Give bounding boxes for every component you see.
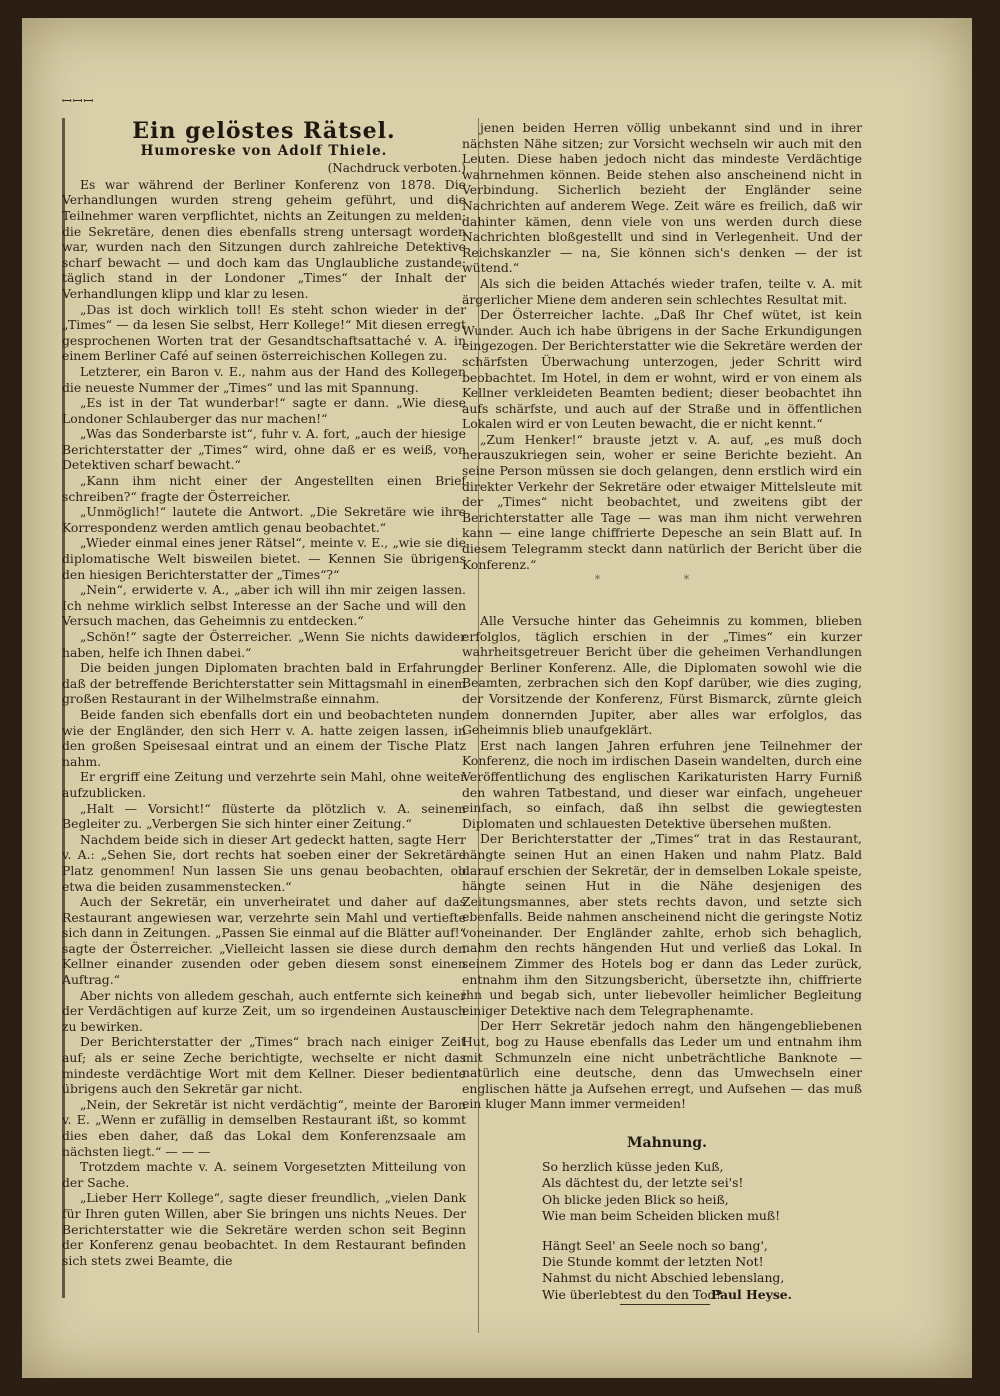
paragraph: Trotzdem machte v. A. seinem Vorgesetzten Mitteilung von der Sache. [62, 1159, 466, 1190]
newspaper-page [22, 18, 972, 1378]
paragraph: „Was das Sonderbarste ist“, fuhr v. A. fort, „auch der hiesige Berichterstatter der „Times“ wird, ohne daß er es weiß, von Detektiven scharf bewacht.“ [62, 426, 466, 473]
poem-line: Nahmst du nicht Abschied lebenslang, [542, 1270, 785, 1286]
reprint-notice: (Nachdruck verboten.) [327, 161, 466, 176]
paragraph: Die beiden jungen Diplomaten brachten bald in Erfahrung, daß der betreffende Berichterstatter sein Mittagsmahl in einem großen Restaurant in der Wilhelmstraße einnahm. [62, 660, 466, 707]
paragraph: „Unmöglich!“ lautete die Antwort. „Die Sekretäre wie ihre Korrespondenz werden amtlich genau beobachtet.“ [62, 504, 466, 535]
poem-title: Mahnung. [627, 1135, 707, 1151]
poem-end-rule [620, 1304, 710, 1305]
poem-line: Oh blicke jeden Blick so heiß, [542, 1191, 729, 1207]
poem-line: Wie man beim Scheiden blicken muß! [542, 1207, 781, 1223]
poem-line: Die Stunde kommt der letzten Not! [542, 1254, 764, 1270]
paragraph: „Das ist doch wirklich toll! Es steht schon wieder in der „Times“ — da lesen Sie selbst, Herr Kollege!“ Mit diesen erregt gesprochenen Worten trat der Gesandtschaftsattaché v. A. in einem Berliner Café auf seinen österreichischen Kollegen zu. [62, 301, 466, 364]
paragraph: Letzterer, ein Baron v. E., nahm aus der Hand des Kollegen die neueste Nummer der „Times“ und las mit Spannung. [62, 363, 466, 395]
paragraph: Als sich die beiden Attachés wieder trafen, teilte v. A. mit ärgerlicher Miene dem anderen sein schlechtes Resultat mit. [462, 275, 862, 307]
paragraph: Der Berichterstatter der „Times“ brach nach einiger Zeit auf; als er seine Zeche berichtigte, wechselte er nicht das mindeste verdächtige Wort mit dem Kellner. Dieser bediente übrigens auch den Sekretär gar nicht. [62, 1034, 466, 1097]
paragraph: Der Herr Sekretär jedoch nahm den hängengebliebenen Hut, bog zu Hause ebenfalls das Leder um und entnahm ihm mit Schmunzeln eine nicht unbeträchtliche Banknote — natürlich eine deutsche, denn das Umwechseln einer englischen hätte ja Aufsehen erregt, und Aufsehen — das muß ein kluger Mann immer vermeiden! [462, 1018, 862, 1112]
paragraph: Der Berichterstatter der „Times“ trat in das Restaurant, hängte seinen Hut an einen Haken und nahm Platz. Bald darauf erschien der Sekretär, der in demselben Lokale speiste, hängte seinen Hut in die Nähe desjenigen des Zeitungsmannes, aber stets rechts davon, und setzte sich ebenfalls. Beide nahmen anscheinend nicht die geringste Notiz voneinander. Der Engländer zahlte, erhob sich behaglich, nahm den rechts hängenden Hut und verließ das Lokal. In seinem Zimmer des Hotels bog er dann das Leder zurück, entnahm ihm den Sitzungsbericht, übersetzte ihn, chiffrierte ihn und begab sich, unter liebevoller heimlicher Begleitung einiger Detektive nach dem Telegraphenamte. [462, 831, 862, 1018]
paragraph: jenen beiden Herren völlig unbekannt sind und in ihrer nächsten Nähe sitzen; zur Vorsicht wechseln wir auch mit den Leuten. Diese haben jedoch nicht das mindeste Verdächtige wahrnehmen können. Beide stehen also anscheinend nicht in Verbindung. Sicherlich bezieht der Engländer seine Nachrichten auf anderem Wege. Zeit wäre es freilich, daß wir dahinter kämen, denn viele von uns werden durch diese Nachrichten bloßgestellt und sind in Verlegenheit. Und der Reichskanzler — na, Sie können sich's denken — der ist wütend.“ [462, 120, 862, 276]
header-mark: ꟷꟷꟷ [62, 94, 95, 108]
paragraph: Nachdem beide sich in dieser Art gedeckt hatten, sagte Herr v. A.: „Sehen Sie, dort rechts hat soeben einer der Sekretäre Platz genommen! Nun lassen Sie uns genau beobachten, ob etwa die beiden zusammenstecken.“ [62, 831, 466, 894]
paragraph: „Nein, der Sekretär ist nicht verdächtig“, meinte der Baron v. E. „Wenn er zufällig in demselben Restaurant ißt, so kommt dies eben daher, daß das Lokal dem Konferenzsaale am nächsten liegt.“ — — — [62, 1096, 466, 1159]
paragraph: Aber nichts von alledem geschah, auch entfernte sich keiner der Verdächtigen auf kurze Zeit, um so irgendeinen Austausch zu bewirken. [62, 987, 466, 1034]
poem-author: Paul Heyse. [710, 1286, 792, 1302]
left-paragraphs [62, 177, 466, 1269]
section-separator: * * [594, 573, 730, 587]
paragraph: Erst nach langen Jahren erfuhren jene Teilnehmer der Konferenz, die noch im irdischen Dasein wandelten, durch eine Veröffentlichung des englischen Karikaturisten Harry Furniß den wahren Tatbestand, und dieser war einfach, ungeheuer einfach, so einfach, daß ihn selbst die gewiegtesten Diplomaten und schlauesten Detektive übersehen mußten. [462, 737, 862, 831]
article-left-column [62, 118, 466, 1268]
paragraph: Er ergriff eine Zeitung und verzehrte sein Mahl, ohne weiter aufzublicken. [62, 769, 466, 800]
paragraph: „Zum Henker!“ brauste jetzt v. A. auf, „es muß doch herauszukriegen sein, woher er seine Berichte bezieht. An seine Person müssen sie doch gelangen, denn erstlich wird ein direkter Verkehr der Sekretäre oder etwaiger Mittelsleute mit der „Times“ nicht beobachtet, und zweitens gibt der Berichterstatter alle Tage — was man ihm nicht verwehren kann — eine lange chiffrierte Depesche an sein Blatt auf. In diesem Telegramm steckt dann natürlich der Bericht über die Konferenz.“ [462, 431, 862, 572]
paragraph: „Nein“, erwiderte v. A., „aber ich will ihn mir zeigen lassen. Ich nehme wirklich selbst Interesse an der Sache und will den Versuch machen, das Geheimnis zu entdecken.“ [62, 582, 466, 629]
right-top-paragraphs [462, 120, 862, 572]
poem-line: Hängt Seel' an Seele noch so bang', [542, 1238, 768, 1254]
poem-line: Wie überlebtest du den Tod? [542, 1286, 723, 1302]
paragraph: Der Österreicher lachte. „Daß Ihr Chef wütet, ist kein Wunder. Auch ich habe übrigens in der Sache Erkundigungen eingezogen. Der Berichterstatter wie die Sekretäre werden der schärfsten Überwachung unterzogen, jeder Schritt wird beobachtet. Im Hotel, in dem er wohnt, wird er von einem als Kellner verkleideten Beamten bedient; dieser beobachtet ihn aufs schärfste, und auch auf der Straße und in öffentlichen Lokalen wird er von Leuten bewacht, die er nicht kennt.“ [462, 307, 862, 432]
paragraph: Beide fanden sich ebenfalls dort ein und beobachteten nun, wie der Engländer, den sich Herr v. A. hatte zeigen lassen, in den großen Speisesaal eintrat und an einem der Tische Platz nahm. [62, 706, 466, 769]
paragraph: „Kann ihm nicht einer der Angestellten einen Brief schreiben?“ fragte der Österreicher. [62, 473, 466, 504]
paragraph: „Es ist in der Tat wunderbar!“ sagte er dann. „Wie diese Londoner Schlauberger das nur machen!“ [62, 395, 466, 426]
poem [542, 1135, 792, 1303]
poem-line: So herzlich küsse jeden Kuß, [542, 1159, 724, 1175]
paragraph: Es war während der Berliner Konferenz von 1878. Die Verhandlungen wurden streng geheim geführt, und die Teilnehmer waren verpflichtet, nichts an Zeitungen zu melden; die Sekretäre, denen dies ebenfalls streng untersagt worden war, wurden nach den Sitzungen durch zahlreiche Detektive scharf bewacht — und doch kam das Unglaubliche zustande: täglich stand in der Londoner „Times“ der Inhalt der Verhandlungen klipp und klar zu lesen. [62, 176, 466, 301]
right-bottom-paragraphs [462, 613, 862, 1112]
paragraph: „Wieder einmal eines jener Rätsel“, meinte v. E., „wie sie die diplomatische Welt bisweilen bietet. — Kennen Sie übrigens den hiesigen Berichterstatter der „Times“?“ [62, 535, 466, 582]
article-subtitle: Humoreske von Adolf Thiele. [140, 142, 388, 159]
article-right-column-bottom [462, 613, 862, 1112]
poem-stanza-1 [542, 1159, 792, 1224]
paragraph: „Schön!“ sagte der Österreicher. „Wenn Sie nichts dawider haben, helfe ich Ihnen dabei.“ [62, 629, 466, 660]
poem-line: Als dächtest du, der letzte sei's! [542, 1175, 744, 1191]
paragraph: Alle Versuche hinter das Geheimnis zu kommen, blieben erfolglos, täglich erschien in der „Times“ ein kurzer wahrheitsgetreuer Bericht über die geheimen Verhandlungen der Berliner Konferenz. Alle, die Diplomaten sowohl wie die Beamten, zerbrachen sich den Kopf darüber, wie dies zuging, der Vorsitzende der Konferenz, Fürst Bismarck, zürnte gleich dem donnernden Jupiter, aber alles war erfolglos, das Geheimnis blieb unaufgeklärt. [462, 613, 862, 738]
paragraph: „Halt — Vorsicht!“ flüsterte da plötzlich v. A. seinem Begleiter zu. „Verbergen Sie sich hinter einer Zeitung.“ [62, 800, 466, 832]
article-right-column-top [462, 120, 862, 588]
paragraph: Auch der Sekretär, ein unverheiratet und daher auf das Restaurant angewiesen war, verzehrte sein Mahl und vertiefte sich dann in Zeitungen. „Passen Sie einmal auf die Blätter auf!“ sagte der Österreicher. „Vielleicht lassen sie diese durch den Kellner einander zusenden oder geben diesem sonst einen Auftrag.“ [62, 894, 466, 988]
paragraph: „Lieber Herr Kollege“, sagte dieser freundlich, „vielen Dank für Ihren guten Willen, aber Sie bringen uns nichts Neues. Der Berichterstatter wie die Sekretäre werden schon seit Beginn der Konferenz genau beobachtet. In dem Restaurant befinden sich stets zwei Beamte, die [62, 1190, 466, 1268]
article-title: Ein gelöstes Rätsel. [132, 118, 396, 144]
